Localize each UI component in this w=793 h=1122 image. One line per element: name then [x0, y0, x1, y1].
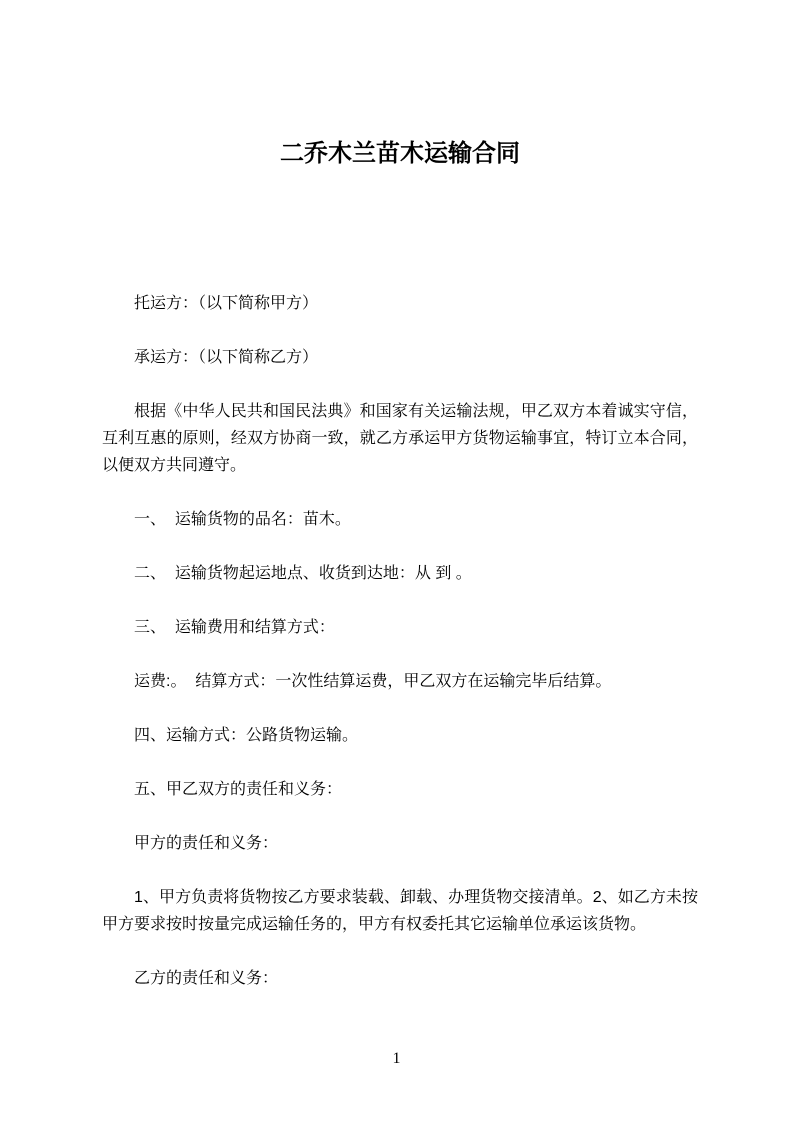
para-freight-settlement: 运费:。 结算方式：一次性结算运费，甲乙双方在运输完毕后结算。: [134, 673, 612, 690]
para-consignor: 托运方：（以下简称甲方）: [134, 295, 319, 312]
para-preamble: 根据《中华人民共和国民法典》和国家有关运输法规，甲乙双方本着诚实守信，互利互惠的原则，经双方协商一致，就乙方承运甲方货物运输事宜，特订立本合同，以便双方共同遵守。: [102, 403, 698, 474]
para-clause-4-transport-mode: 四、运输方式：公路货物运输。: [134, 727, 359, 744]
para-clause-2-origin-destination: 二、 运输货物起运地点、收货到达地：从 到 。: [134, 565, 472, 582]
para-party-a-duties: 1、甲方负责将货物按乙方要求装载、卸载、办理货物交接清单。2、如乙方未按甲方要求按时按量完成运输任务的，甲方有权委托其它运输单位承运该货物。: [102, 889, 698, 933]
para-clause-3-fees-heading: 三、 运输费用和结算方式：: [134, 619, 335, 636]
document-body: [102, 0, 698, 1019]
para-party-b-duties-heading: 乙方的责任和义务：: [134, 970, 279, 987]
para-clause-1-goods-name: 一、 运输货物的品名：苗木。: [134, 511, 351, 528]
page-number: 1: [392, 1050, 401, 1067]
para-clause-5-duties-heading: 五、甲乙双方的责任和义务：: [134, 781, 343, 798]
para-carrier: 承运方：（以下简称乙方）: [134, 349, 319, 366]
para-party-a-duties-heading: 甲方的责任和义务：: [134, 835, 279, 852]
document-title: 二乔木兰苗木运输合同: [280, 140, 520, 167]
